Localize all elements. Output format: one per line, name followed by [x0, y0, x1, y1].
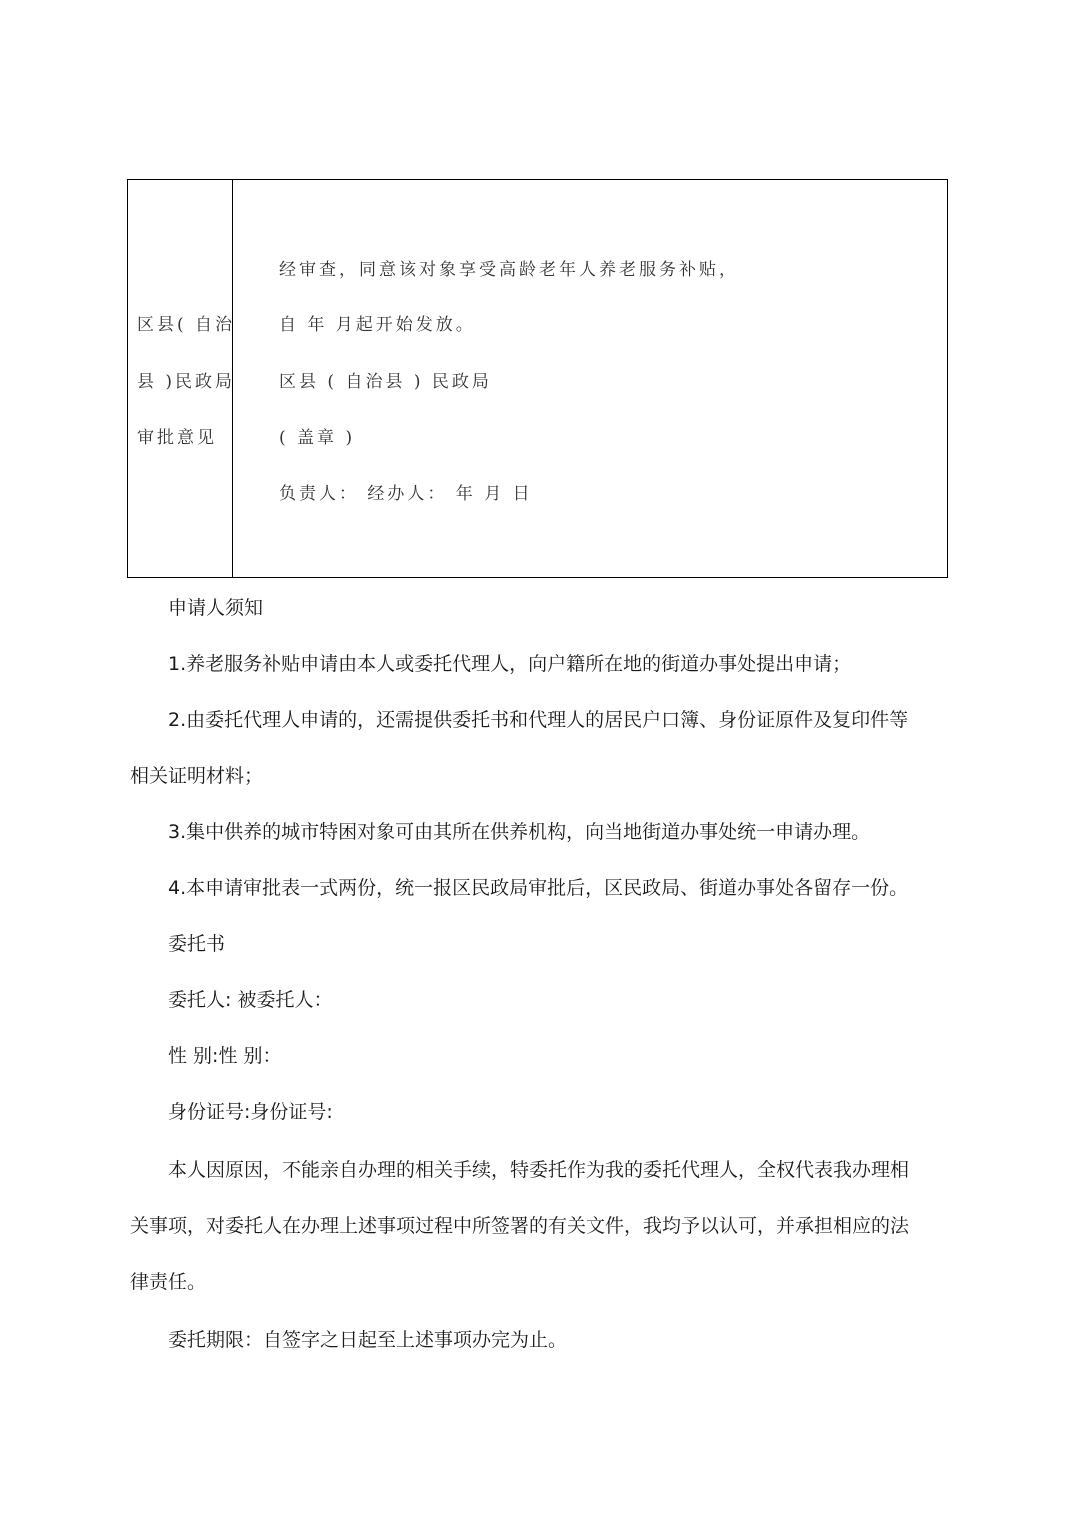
approval-label-cell — [128, 180, 236, 577]
approval-bureau: 区县 ( 自治县 ) 民政局 — [279, 372, 492, 392]
notice-item-2-line-1: 2.由委托代理人申请的，还需提供委托书和代理人的居民户口簿、身份证原件及复印件等 — [168, 709, 909, 731]
approval-label-line-1: 区县( 自治 — [137, 315, 236, 335]
approval-content-cell — [233, 180, 947, 577]
proxy-statement-line-3: 律责任。 — [130, 1271, 207, 1293]
notice-item-2-line-2: 相关证明材料； — [130, 765, 264, 787]
notice-title: 申请人须知 — [168, 597, 264, 619]
proxy-gender-line: 性 别:性 别： — [168, 1045, 282, 1067]
proxy-statement-line-1: 本人因原因，不能亲自办理的相关手续，特委托作为我的委托代理人，全权代表我办理相 — [168, 1159, 910, 1181]
notice-item-1: 1.养老服务补贴申请由本人或委托代理人，向户籍所在地的街道办事处提出申请； — [168, 653, 852, 675]
approval-table — [127, 179, 948, 578]
notice-item-4: 4.本申请审批表一式两份，统一报区民政局审批后，区民政局、街道办事处各留存一份。 — [168, 877, 909, 899]
proxy-title: 委托书 — [168, 933, 226, 955]
approval-label-line-2: 县 )民政局 — [137, 372, 236, 392]
approval-signatures: 负责人： 经办人： 年 月 日 — [279, 484, 533, 504]
proxy-id-line: 身份证号:身份证号: — [168, 1101, 333, 1123]
notice-item-3: 3.集中供养的城市特困对象可由其所在供养机构，向当地街道办事处统一申请办理。 — [168, 821, 871, 843]
proxy-statement-line-2: 关事项，对委托人在办理上述事项过程中所签署的有关文件，我均予以认可，并承担相应的法 — [130, 1215, 910, 1237]
approval-label-line-3: 审批意见 — [137, 428, 217, 448]
approval-seal: ( 盖章 ) — [279, 428, 356, 448]
approval-start-date: 自 年 月起开始发放。 — [279, 315, 476, 335]
proxy-term-line: 委托期限：自签字之日起至上述事项办完为止。 — [168, 1329, 568, 1351]
proxy-principal-line: 委托人: 被委托人： — [168, 989, 333, 1011]
approval-statement: 经审查，同意该对象享受高龄老年人养老服务补贴， — [279, 260, 739, 280]
